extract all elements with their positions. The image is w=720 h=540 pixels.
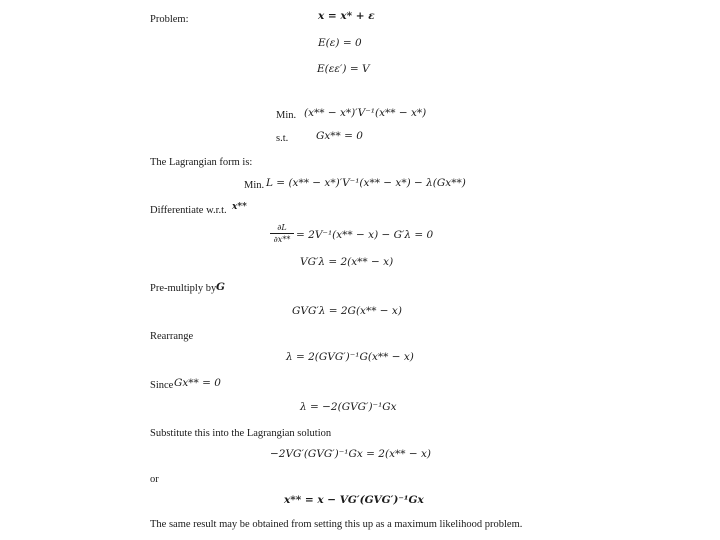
fraction-bar <box>270 233 294 234</box>
since-condition: Gx** = 0 <box>174 377 221 389</box>
subject-to-label: s.t. <box>276 133 289 144</box>
lambda-simplified: λ = −2(GVG′)⁻¹Gx <box>300 401 397 413</box>
constraint-expression: Gx** = 0 <box>316 130 363 142</box>
lagrangian-expression: L = (x** − x*)′V⁻¹(x** − x*) − λ(Gx**) <box>266 177 466 189</box>
conclusion-text: The same result may be obtained from setting this up as a maximum likelihood problem. <box>150 519 523 530</box>
model-equation: x = x* + ε <box>318 10 375 22</box>
or-label: or <box>150 474 159 485</box>
fraction-denominator: ∂x** <box>273 235 291 244</box>
variance-equation: E(εε′) = V <box>317 63 370 75</box>
rearrange-label: Rearrange <box>150 331 194 342</box>
differentiate-label: Differentiate w.r.t. <box>150 205 227 216</box>
premultiply-variable: G <box>216 281 225 293</box>
first-order-condition: = 2V⁻¹(x** − x) − G′λ = 0 <box>296 229 434 241</box>
since-label: Since <box>150 380 174 391</box>
expectation-equation: E(ε) = 0 <box>318 37 362 49</box>
final-solution: x** = x − VG′(GVG′)⁻¹Gx <box>284 494 424 506</box>
lagrangian-min-label: Min. <box>244 180 265 191</box>
min-label: Min. <box>276 110 297 121</box>
substitute-label: Substitute this into the Lagrangian solution <box>150 428 332 439</box>
lambda-solution: λ = 2(GVG′)⁻¹G(x** − x) <box>286 351 414 363</box>
objective-expression: (x** − x*)′V⁻¹(x** − x*) <box>304 107 427 119</box>
partial-derivative-fraction <box>270 223 294 244</box>
lagrangian-intro: The Lagrangian form is: <box>150 157 253 168</box>
substituted-equation: −2VG′(GVG′)⁻¹Gx = 2(x** − x) <box>270 448 431 460</box>
fraction-numerator: ∂L <box>277 223 287 232</box>
differentiate-variable: x** <box>232 202 247 212</box>
vg-lambda-equation: VG′λ = 2(x** − x) <box>300 256 394 268</box>
premultiply-label: Pre-multiply by <box>150 283 217 294</box>
premultiplied-equation: GVG′λ = 2G(x** − x) <box>292 305 402 317</box>
problem-label: Problem: <box>150 14 189 25</box>
